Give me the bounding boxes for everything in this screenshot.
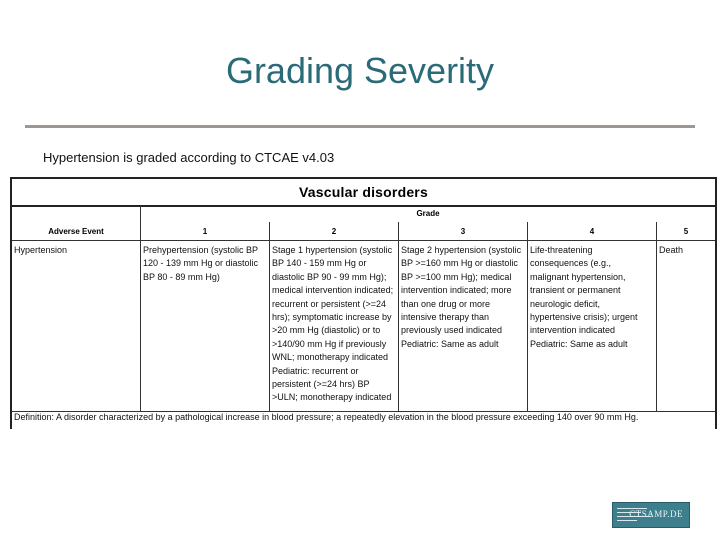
grade-4-line: intervention indicated: [530, 325, 616, 336]
grade-4-line: hypertensive crisis); urgent: [530, 312, 638, 323]
col-divider: [269, 222, 270, 412]
column-header-adverse-event: Adverse Event: [48, 227, 104, 236]
grade-2-line: recurrent or persistent (>=24: [272, 298, 387, 309]
col-divider: [140, 205, 141, 412]
grade-2-line: hrs); symptomatic increase by: [272, 312, 392, 323]
grade-3-line: BP >=100 mm Hg); medical: [401, 271, 512, 282]
grade-4-line: transient or permanent: [530, 285, 621, 296]
grade-2-line: >ULN; monotherapy indicated: [272, 392, 392, 403]
grade-2-line: Pediatric: recurrent or: [272, 365, 359, 376]
grade-2-line: diastolic BP 90 - 99 mm Hg);: [272, 271, 387, 282]
grade-2-line: persistent (>=24 hrs) BP: [272, 379, 370, 390]
grade-2-line: medical intervention indicated;: [272, 285, 394, 296]
grade-4-line: consequences (e.g.,: [530, 258, 612, 269]
ctcae-table: [10, 177, 717, 429]
col-divider: [656, 222, 657, 412]
grade-3-line: Pediatric: Same as adult: [401, 338, 499, 349]
grade-4-cell: [530, 244, 654, 351]
grade-2-line: >140/90 mm Hg if previously: [272, 338, 387, 349]
grade-3-line: previously used indicated: [401, 325, 503, 336]
grade-5-cell: [659, 244, 713, 257]
slide-title: Grading Severity: [225, 50, 495, 91]
definition-text: Definition: A disorder characterized by a pathological increase in blood pressure; a repeatedly elevation in the blood pressure exceeding 140 over 90 mm Hg.: [14, 412, 639, 422]
grade-4-line: malignant hypertension,: [530, 271, 626, 282]
grade-2-line: >20 mm Hg (diastolic) or to: [272, 325, 381, 336]
column-header-grade-4: 4: [589, 227, 595, 236]
column-header-grade-3: 3: [460, 227, 466, 236]
grade-3-line: intervention indicated; more: [401, 285, 512, 296]
grade-5-line: Death: [659, 245, 684, 255]
grade-3-line: Stage 2 hypertension (systolic: [401, 245, 522, 255]
table-title: Vascular disorders: [12, 179, 715, 207]
col-divider: [527, 222, 528, 412]
col-divider: [398, 222, 399, 412]
adverse-event-name: Hypertension: [14, 245, 68, 255]
grade-3-cell: [401, 244, 525, 351]
logo-line: [617, 520, 637, 521]
logo: [612, 502, 690, 528]
grade-1-cell: [143, 244, 267, 284]
grade-2-cell: [272, 244, 396, 405]
grade-3-line: BP >=160 mm Hg or diastolic: [401, 258, 518, 269]
grade-4-line: Life-threatening: [530, 245, 593, 255]
grade-header: Grade: [416, 209, 440, 218]
grade-2-line: WNL; monotherapy indicated: [272, 352, 389, 363]
grade-2-line: Stage 1 hypertension (systolic: [272, 245, 393, 255]
grade-1-line: Prehypertension (systolic BP: [143, 245, 259, 255]
grade-4-line: neurologic deficit,: [530, 298, 601, 309]
title-divider: [25, 125, 695, 128]
column-header-grade-5: 5: [683, 227, 689, 236]
grade-3-line: than one drug or more: [401, 298, 491, 309]
header-divider: [12, 240, 715, 241]
logo-text: CTSAMP.DE: [629, 509, 683, 519]
grade-4-line: Pediatric: Same as adult: [530, 338, 628, 349]
slide-subtitle: Hypertension is graded according to CTCAE v4.03: [43, 150, 335, 165]
grade-1-line: BP 80 - 89 mm Hg): [143, 271, 220, 282]
grade-3-line: intensive therapy than: [401, 312, 490, 323]
adverse-event-cell: [14, 244, 138, 257]
grade-2-line: BP 140 - 159 mm Hg or: [272, 258, 367, 269]
column-header-grade-1: 1: [202, 227, 208, 236]
grade-1-line: 120 - 139 mm Hg or diastolic: [143, 258, 259, 269]
column-header-grade-2: 2: [331, 227, 337, 236]
